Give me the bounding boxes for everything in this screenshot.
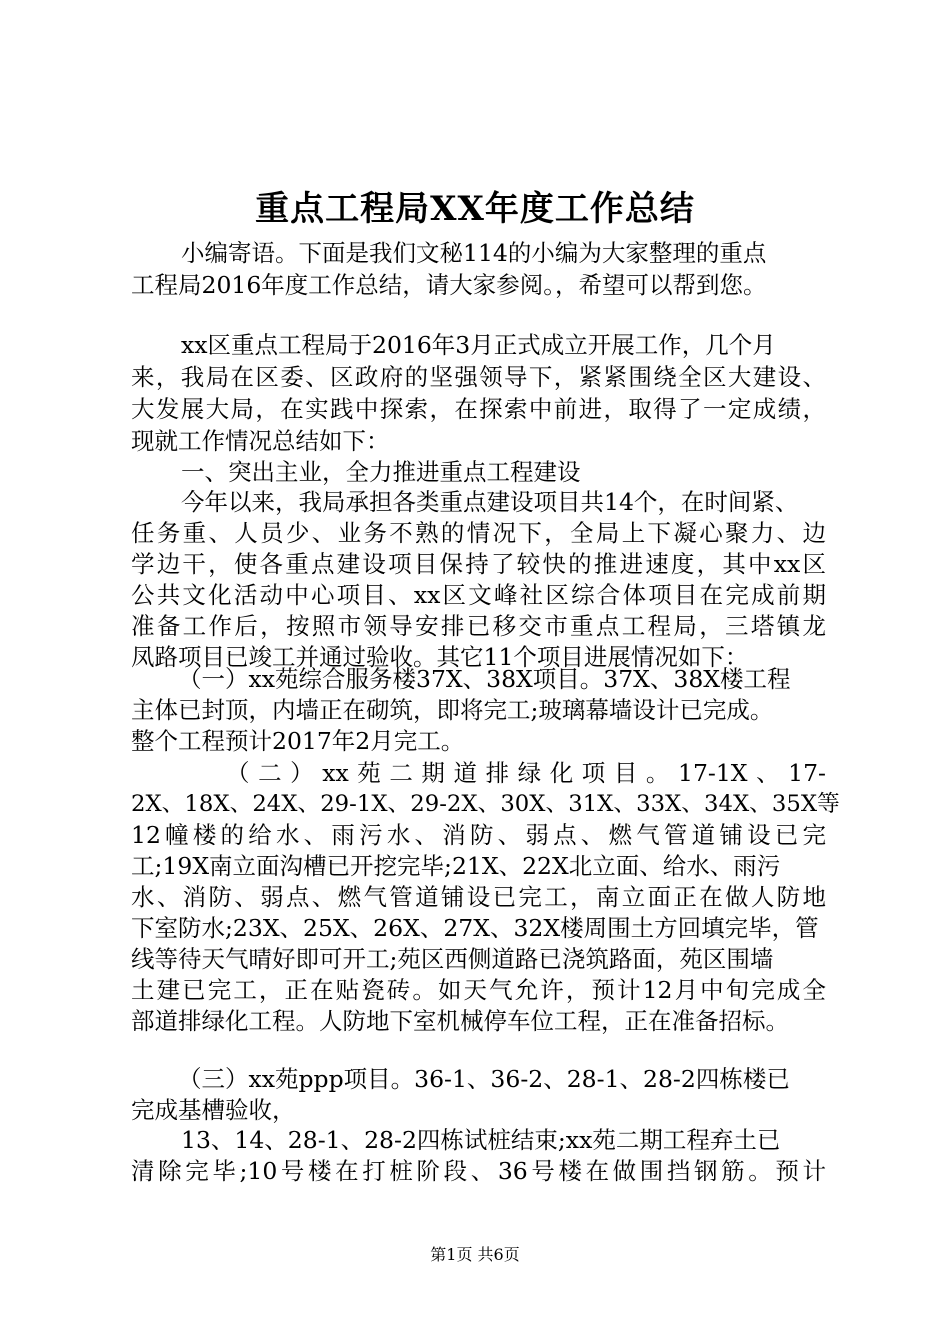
text-line: 工;19X南立面沟槽已开挖完毕;21X、22X北立面、给水、雨污: [131, 852, 781, 880]
text-line: 主体已封顶，内墙正在砌筑，即将完工;玻璃幕墙设计已完成。: [131, 696, 774, 724]
document-title: 重点工程局XX年度工作总结: [255, 189, 695, 229]
text-line: 整个工程预计2017年2月完工。: [131, 727, 465, 755]
text-line: 2X、18X、24X、29-1X、29-2X、30X、31X、33X、34X、35X等: [131, 791, 840, 817]
text-line: 土建已完工，正在贴瓷砖。如天气允许，预计12月中旬完成全: [131, 976, 826, 1004]
text-line: 部道排绿化工程。人防地下室机械停车位工程，正在准备招标。: [131, 1007, 789, 1035]
text-line: 下室防水;23X、25X、26X、27X、32X楼周围土方回填完毕，管: [131, 914, 819, 942]
page-footer: 第1页 共6页: [430, 1245, 520, 1264]
text-line: 水、消防、弱点、燃气管道铺设已完工，南立面正在做人防地: [131, 883, 826, 911]
text-line: 公共文化活动中心项目、xx区文峰社区综合体项目在完成前期: [131, 581, 826, 609]
text-line: 小编寄语。下面是我们文秘114的小编为大家整理的重点: [181, 239, 767, 267]
text-line: 任务重、人员少、业务不熟的情况下，全局上下凝心聚力、边: [131, 519, 826, 547]
text-line: （二）xx苑二期道排绿化项目。17-1X、17-: [226, 759, 826, 787]
text-line: 13、14、28-1、28-2四栋试桩结束;xx苑二期工程弃土已: [181, 1126, 781, 1154]
text-line: 今年以来，我局承担各类重点建设项目共14个，在时间紧、: [181, 488, 799, 516]
text-line: xx区重点工程局于2016年3月正式成立开展工作，几个月: [181, 331, 776, 359]
text-line: 凤路项目已竣工并通过验收。其它11个项目进展情况如下：: [131, 643, 749, 671]
text-line: 清除完毕;10号楼在打桩阶段、36号楼在做围挡钢筋。预计: [131, 1157, 826, 1185]
text-line: （一）xx苑综合服务楼37X、38X项目。37X、38X楼工程: [178, 665, 791, 693]
text-line: 12幢楼的给水、雨污水、消防、弱点、燃气管道铺设已完: [131, 821, 826, 849]
text-line: 完成基槽验收，: [131, 1096, 296, 1124]
text-line: （三）xx苑ppp项目。36-1、36-2、28-1、28-2四栋楼已: [178, 1065, 790, 1093]
text-line: 来，我局在区委、区政府的坚强领导下，紧紧围绕全区大建设、: [131, 363, 826, 391]
text-line: 大发展大局，在实践中探索，在探索中前进，取得了一定成绩，: [131, 395, 826, 423]
text-line: 学边干，使各重点建设项目保持了较快的推进速度，其中xx区: [131, 550, 826, 578]
text-line: 线等待天气晴好即可开工;苑区西侧道路已浇筑路面，苑区围墙: [131, 945, 774, 973]
text-line: 工程局2016年度工作总结，请大家参阅。，希望可以帮到您。: [131, 271, 767, 299]
text-line: 现就工作情况总结如下：: [131, 427, 390, 455]
section-heading: 一、突出主业，全力推进重点工程建设: [181, 458, 581, 486]
text-line: 准备工作后，按照市领导安排已移交市重点工程局，三塔镇龙: [131, 612, 826, 640]
